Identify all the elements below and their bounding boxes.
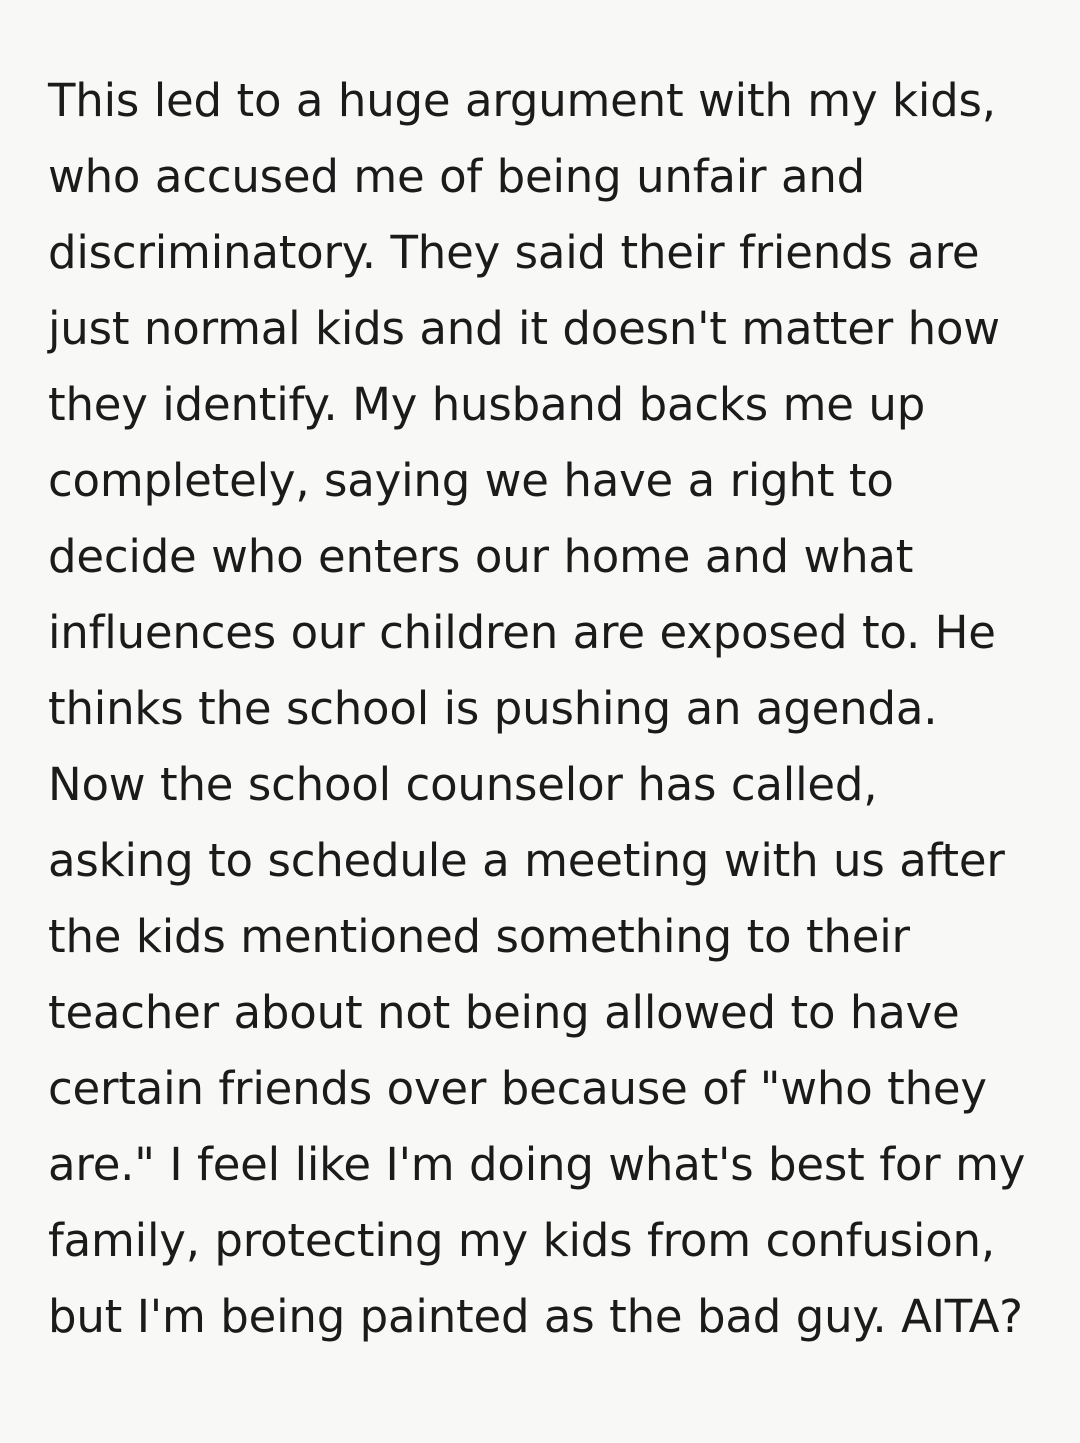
story-paragraph: This led to a huge argument with my kids, who accused me of being unfair and discriminatory. They said their friends are just normal kids and it doesn't matter how they identify. My husband backs me up completely, saying we have a right to decide who enters our home and what influences our children are exposed to. He thinks the school is pushing an agenda. Now the school counselor has called, asking to schedule a meeting with us after the kids mentioned something to their teacher about not being allowed to have certain friends over because of "who they are." I feel like I'm doing what's best for my family, protecting my kids from confusion, but I'm being painted as the bad guy. AITA? xyxy=(48,74,1026,1343)
